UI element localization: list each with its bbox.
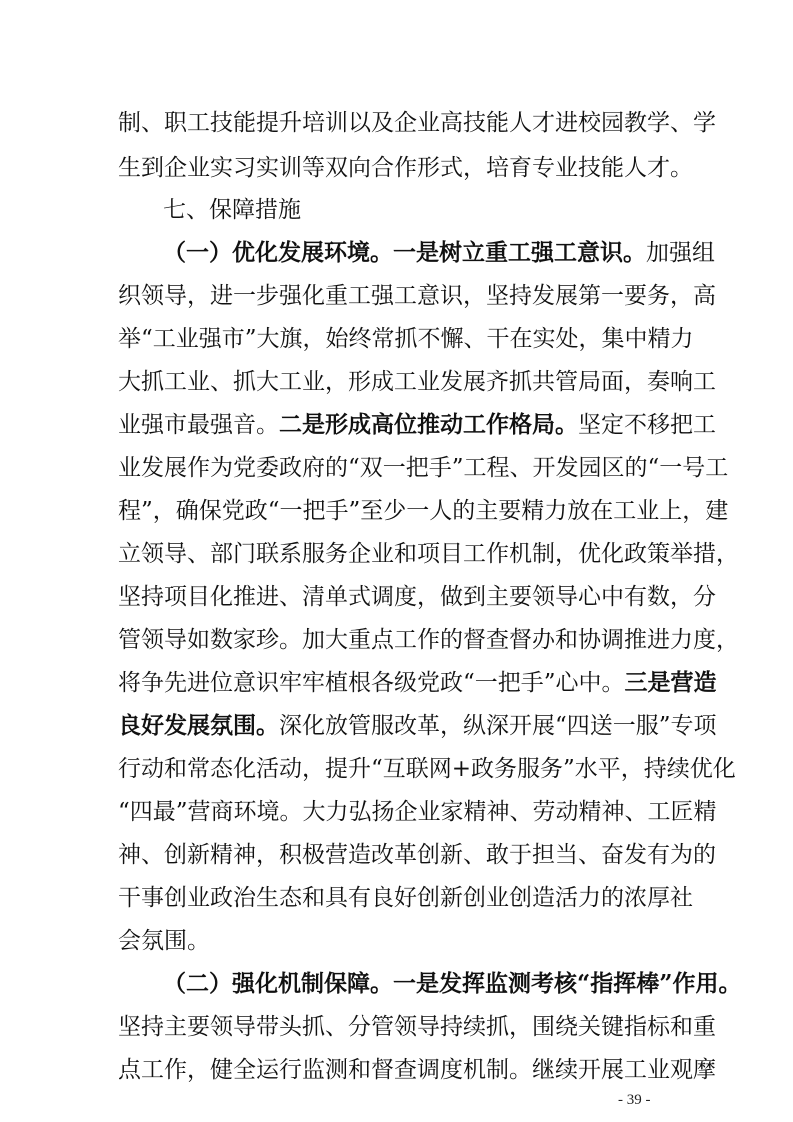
paragraph-line: “四最”营商环境。大力弘扬企业家精神、劳动精神、工匠精 bbox=[118, 799, 717, 825]
paragraph-line: 坚持项目化推进、清单式调度，做到主要领导心中有数，分 bbox=[118, 584, 716, 610]
paragraph-line: 业发展作为党委政府的“双一把手”工程、开发园区的“一号工 bbox=[118, 455, 729, 481]
key-point: 三是营造 bbox=[624, 669, 717, 696]
paragraph-line: 立领导、部门联系服务企业和项目工作机制，优化政策举措， bbox=[118, 541, 739, 567]
key-point: 良好发展氛围。 bbox=[118, 712, 279, 739]
section-heading: 七、保障措施 bbox=[163, 197, 301, 223]
paragraph-line: 生到企业实习实训等双向合作形式，培育专业技能人才。 bbox=[118, 155, 693, 181]
paragraph-line: 行动和常态化活动，提升“互联网+政务服务”水平，持续优化 bbox=[118, 756, 736, 782]
paragraph-line: 干事创业政治生态和具有良好创新创业创造活力的浓厚社 bbox=[118, 885, 693, 911]
paragraph-line: 程”，确保党政“一把手”至少一人的主要精力放在工业上，建 bbox=[118, 498, 729, 524]
text-span: 将争先进位意识牢牢植根各级党政“一把手”心中。 bbox=[118, 670, 625, 696]
paragraph-line: 会氛围。 bbox=[118, 928, 210, 954]
key-point: 二是形成高位推动工作格局。 bbox=[279, 411, 578, 438]
key-point: 一是树立重工强工意识。 bbox=[393, 239, 646, 266]
subsection-title: （一）优化发展环境。 bbox=[163, 239, 393, 266]
paragraph-line bbox=[118, 706, 717, 746]
text-span: 加强组 bbox=[646, 240, 715, 266]
paragraph-line: 制、职工技能提升培训以及企业高技能人才进校园教学、学 bbox=[118, 110, 716, 136]
text-span: 坚定不移把工 bbox=[578, 412, 716, 438]
paragraph-line: 管领导如数家珍。加大重点工作的督查督办和协调推进力度， bbox=[118, 627, 739, 653]
paragraph-line: 点工作，健全运行监测和督查调度机制。继续开展工业观摩 bbox=[118, 1057, 716, 1083]
page-number: - 39 - bbox=[618, 1092, 651, 1108]
paragraph-line: 坚持主要领导带头抓、分管领导持续抓，围绕关键指标和重 bbox=[118, 1014, 716, 1040]
paragraph-line: 大抓工业、抓大工业，形成工业发展齐抓共管局面，奏响工 bbox=[118, 369, 716, 395]
paragraph-line bbox=[118, 663, 717, 703]
paragraph-line: 举“工业强市”大旗，始终常抓不懈、干在实处，集中精力 bbox=[118, 326, 694, 352]
paragraph-line bbox=[118, 405, 716, 445]
paragraph-line bbox=[163, 233, 715, 273]
subsection-title: （二）强化机制保障。一是发挥监测考核“指挥棒”作用。 bbox=[163, 970, 742, 997]
text-span: 深化放管服改革，纵深开展“四送一服”专项 bbox=[279, 713, 717, 739]
paragraph-line: 神、创新精神，积极营造改革创新、敢于担当、奋发有为的 bbox=[118, 842, 716, 868]
paragraph-line: 织领导，进一步强化重工强工意识，坚持发展第一要务，高 bbox=[118, 283, 716, 309]
text-span: 业强市最强音。 bbox=[118, 412, 279, 438]
